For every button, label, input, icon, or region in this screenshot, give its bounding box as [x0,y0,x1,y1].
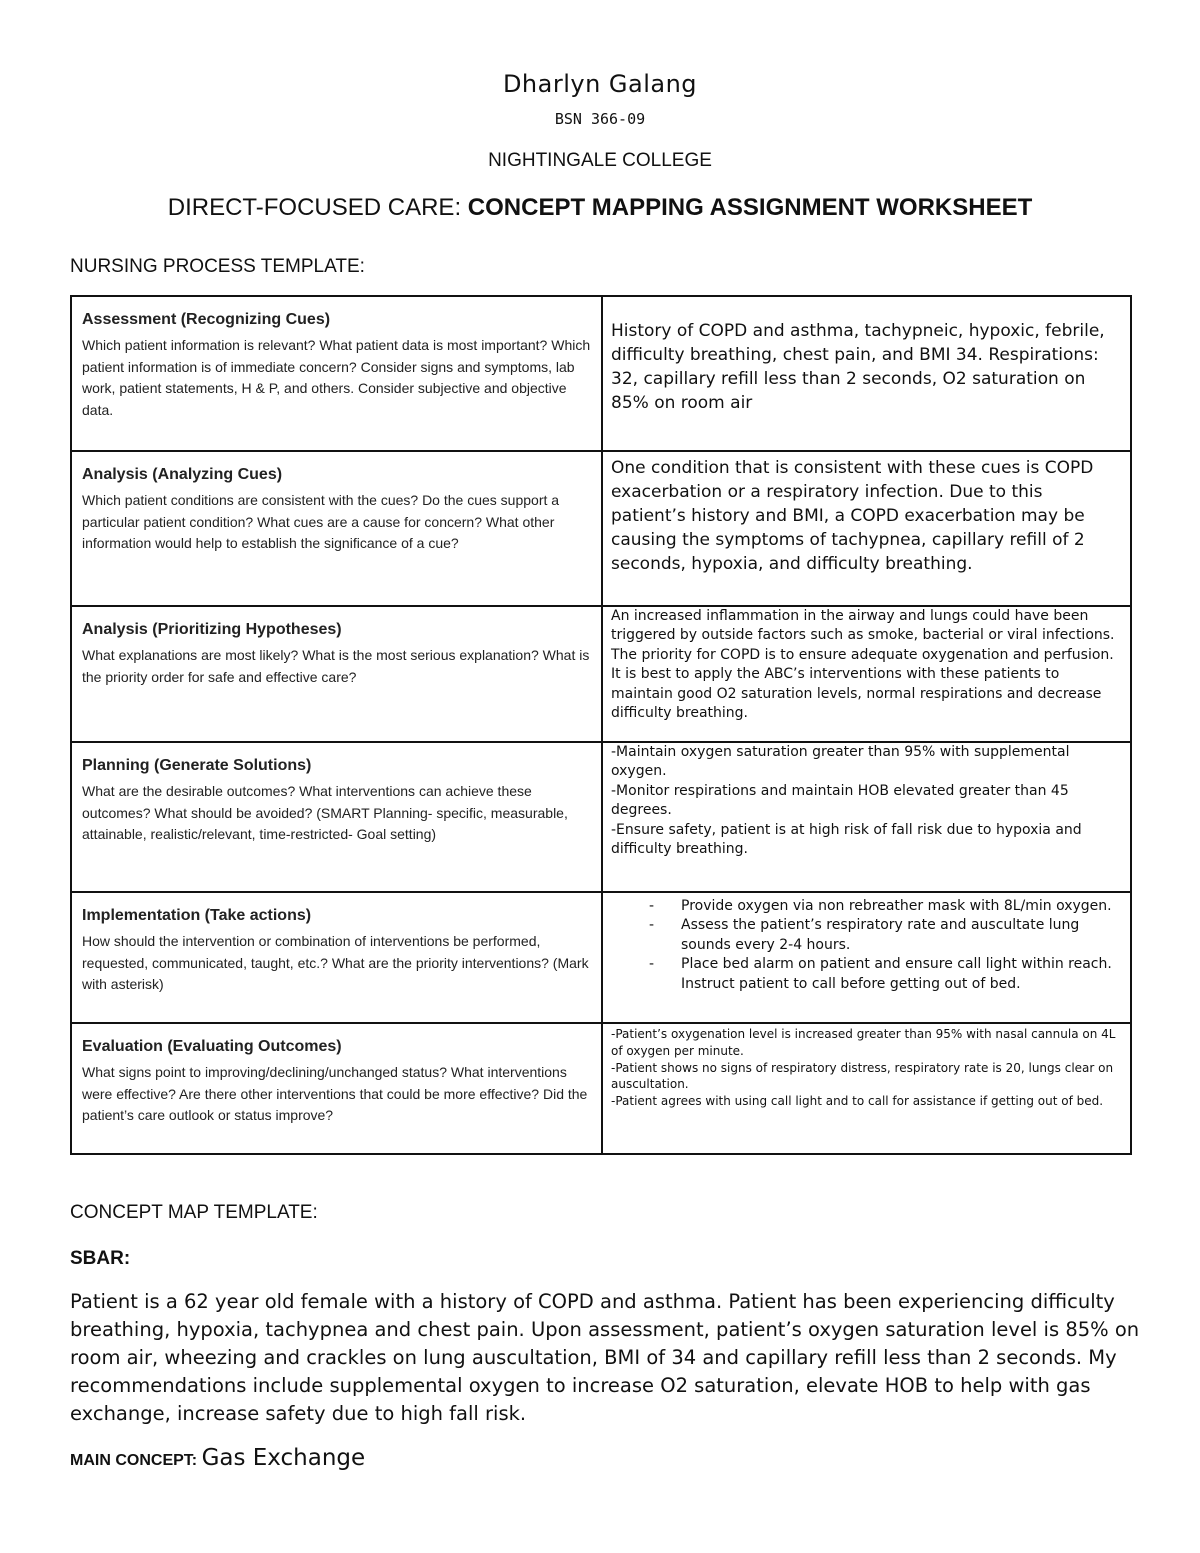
evaluation-line: -Patient’s oxygenation level is increased greater than 95% with nasal cannula on 4L of oxygen per minute. [611,1027,1116,1058]
row-heading: Analysis (Prioritizing Hypotheses) [82,621,342,638]
evaluation-line: -Patient agrees with using call light and to call for assistance if getting out of bed. [611,1094,1104,1109]
title-prefix: DIRECT-FOCUSED CARE: [167,194,468,221]
concept-map-label: CONCEPT MAP TEMPLATE: [70,1202,318,1223]
course-code: BSN 366-09 [554,110,646,128]
worksheet-title [0,194,1200,222]
answer-cell [602,296,1131,451]
implementation-list [611,897,1122,994]
row-heading: Analysis (Analyzing Cues) [82,466,283,483]
answer-cell [602,1023,1131,1154]
row-heading: Implementation (Take actions) [82,907,312,924]
nursing-process-table [70,295,1132,1155]
row-analyzing-cues [71,451,1131,606]
row-description: What explanations are most likely? What is the most serious explanation? What is the priority order for safe and effective care? [82,647,590,685]
list-item: - Place bed alarm on patient and ensure call light within reach. Instruct patient to call before getting out of bed. [681,955,1122,994]
title-main: CONCEPT MAPPING ASSIGNMENT WORKSHEET [467,194,1033,221]
row-planning [71,742,1131,892]
sbar-label: SBAR: [70,1248,131,1269]
row-implementation [71,892,1131,1023]
college-name: NIGHTINGALE COLLEGE [488,150,712,171]
row-heading: Evaluation (Evaluating Outcomes) [82,1038,342,1055]
question-cell [71,606,602,742]
row-description: How should the intervention or combination of interventions be performed, requested, communicated, taught, etc.? What are the priority interventions? (Mark with asterisk) [82,933,589,992]
row-evaluation [71,1023,1131,1154]
evaluation-line: -Patient shows no signs of respiratory distress, respiratory rate is 20, lungs clear on auscultation. [611,1060,1114,1092]
question-cell [71,892,602,1023]
planning-line: -Ensure safety, patient is at high risk of fall risk due to hypoxia and difficulty breathing. [611,821,1082,858]
answer-cell [602,892,1131,1023]
row-answer: One condition that is consistent with these cues is COPD exacerbation or a respiratory infection. Due to this patient’s history and BMI, a COPD exacerbation may be causing the symptoms of tachypnea, capillary refill of 2 seconds, hypoxia, and difficulty breathing. [611,458,1094,574]
list-item: - Provide oxygen via non rebreather mask with 8L/min oxygen. [681,897,1122,916]
nursing-process-label: NURSING PROCESS TEMPLATE: [70,256,365,277]
row-description: What signs point to improving/declining/unchanged status? What interventions were effective? Are there other interventions that could be more effective? Did the patient’s care outlook or status improve? [82,1064,588,1123]
author-name: Dharlyn Galang [502,70,698,98]
answer-cell [602,451,1131,606]
row-description: Which patient conditions are consistent with the cues? Do the cues support a particular patient condition? What cues are a cause for concern? What other information would help to establish the significance of a cue? [82,492,560,551]
planning-line: -Monitor respirations and maintain HOB elevated greater than 45 degrees. [611,782,1069,819]
question-cell [71,1023,602,1154]
row-description: What are the desirable outcomes? What interventions can achieve these outcomes? What should be avoided? (SMART Planning- specific, measurable, attainable, realistic/relevant, time-restricted- Goal setting) [82,783,568,842]
main-concept [70,1445,365,1471]
row-prioritizing-hypotheses [71,606,1131,742]
question-cell [71,296,602,451]
row-description: Which patient information is relevant? What patient data is most important? Which patient information is of immediate concern? Consider signs and symptoms, lab work, patient statements, H & P, and others. Consider subjective and objective data. [82,337,591,418]
answer-cell [602,742,1131,892]
row-assessment [71,296,1131,451]
row-heading: Assessment (Recognizing Cues) [82,311,331,328]
row-heading: Planning (Generate Solutions) [82,757,312,774]
row-answer: An increased inflammation in the airway and lungs could have been triggered by outside factors such as smoke, bacterial or viral infections. The priority for COPD is to ensure adequate oxygenation and perfusion. It is best to apply the ABC’s interventions with these patients to maintain good O2 saturation levels, normal respirations and decrease difficulty breathing. [611,608,1115,722]
row-answer: History of COPD and asthma, tachypneic, hypoxic, febrile, difficulty breathing, chest pain, and BMI 34. Respirations: 32, capillary refill less than 2 seconds, O2 saturation on 85% on room air [611,321,1105,413]
planning-line: -Maintain oxygen saturation greater than 95% with supplemental oxygen. [611,744,1070,780]
main-concept-value: Gas Exchange [201,1445,366,1471]
answer-cell [602,606,1131,742]
list-item: - Assess the patient’s respiratory rate and auscultate lung sounds every 2-4 hours. [681,916,1122,955]
main-concept-label: MAIN CONCEPT: [70,1452,202,1469]
question-cell [71,451,602,606]
question-cell [71,742,602,892]
sbar-text: Patient is a 62 year old female with a history of COPD and asthma. Patient has been experiencing difficulty breathing, hypoxia, tachypnea and chest pain. Upon assessment, patient’s oxygen saturation level is 85% on room air, wheezing and crackles on lung auscultation, BMI of 34 and capillary refill less than 2 seconds. My recommendations include supplemental oxygen to increase O2 saturation, elevate HOB to help with gas exchange, increase safety due to high fall risk. [70,1290,1140,1425]
